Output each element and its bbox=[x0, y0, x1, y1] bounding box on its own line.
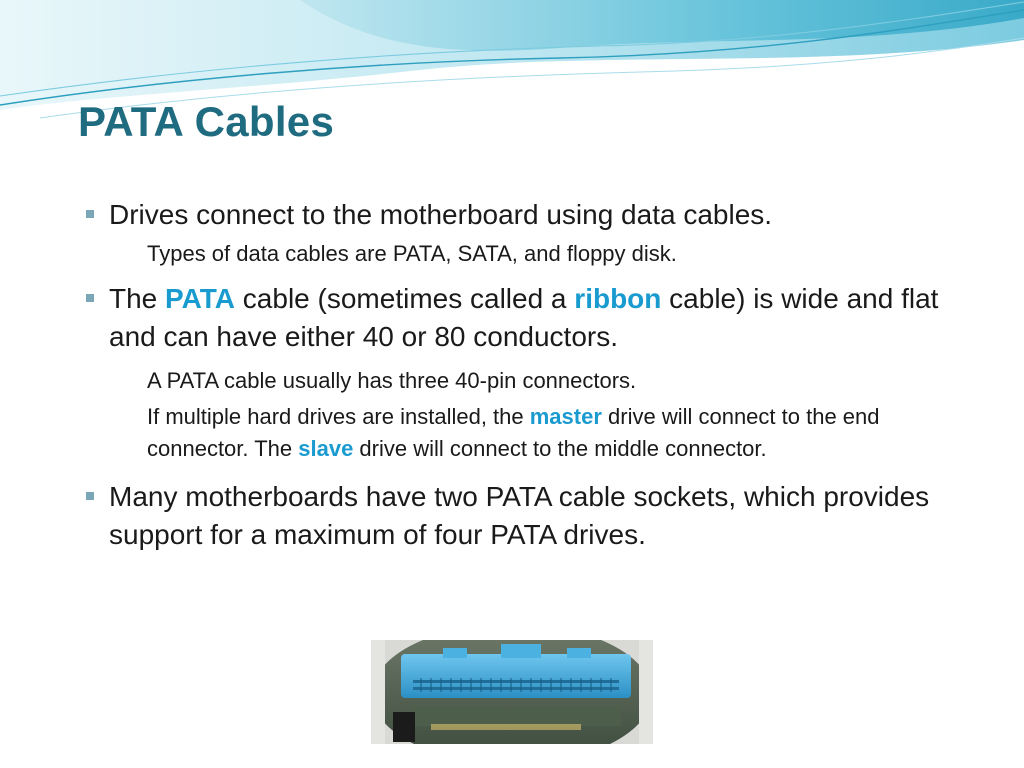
bullet-text-mid: cable (sometimes called a bbox=[235, 283, 575, 314]
bullet-point bbox=[86, 478, 956, 554]
highlight-term-slave: slave bbox=[298, 436, 354, 461]
sub-point-text-mid: drive will connect to the end connector. The bbox=[147, 404, 880, 461]
pata-cable-connector-photo bbox=[371, 640, 653, 744]
sub-point bbox=[86, 238, 956, 270]
sub-point bbox=[86, 401, 956, 465]
highlight-term-master: master bbox=[529, 404, 602, 429]
square-bullet-icon bbox=[86, 294, 94, 302]
slide-title: PATA Cables bbox=[78, 98, 335, 145]
sub-point bbox=[86, 365, 956, 397]
highlight-term-pata: PATA bbox=[165, 283, 236, 314]
sub-point-text-pre: If multiple hard drives are installed, the bbox=[147, 404, 530, 429]
bullet-point bbox=[86, 280, 956, 356]
sub-point-text: Types of data cables are PATA, SATA, and floppy disk. bbox=[147, 241, 677, 266]
sub-point-text-post: drive will connect to the middle connector. bbox=[353, 436, 767, 461]
bullet-text: Many motherboards have two PATA cable sockets, which provides support for a maximum of four PATA drives. bbox=[109, 481, 930, 550]
highlight-term-ribbon: ribbon bbox=[574, 283, 662, 314]
bullet-text-post: cable) is wide and flat and can have either 40 or 80 conductors. bbox=[109, 283, 939, 352]
bullet-text-pre: The bbox=[109, 283, 166, 314]
square-bullet-icon bbox=[86, 210, 94, 218]
slide-content bbox=[86, 196, 956, 554]
square-bullet-icon bbox=[86, 492, 94, 500]
bullet-text: Drives connect to the motherboard using data cables. bbox=[109, 199, 773, 230]
sub-point-text: A PATA cable usually has three 40-pin connectors. bbox=[147, 368, 637, 393]
bullet-point bbox=[86, 196, 956, 234]
